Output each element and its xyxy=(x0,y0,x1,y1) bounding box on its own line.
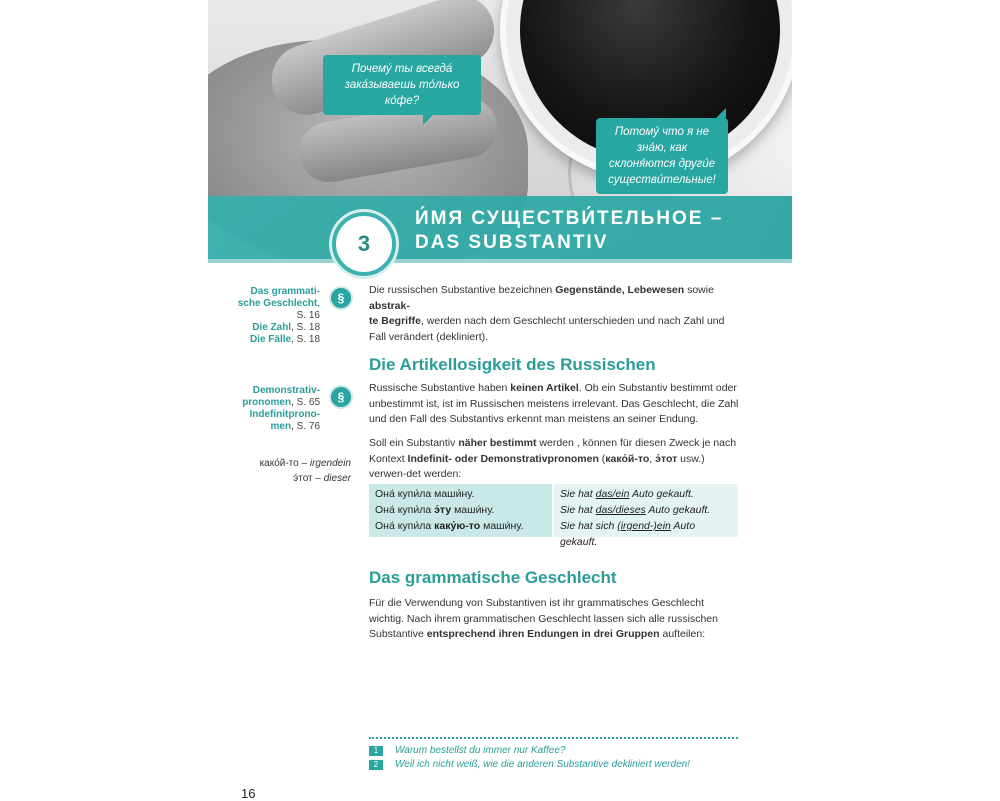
crossref-link[interactable]: Die Zahl xyxy=(252,322,292,333)
underlined-text: das/dieses xyxy=(595,504,646,516)
vocab-german: irgendein xyxy=(309,458,351,469)
bold-text: entsprechend ihren Endungen in drei Gruppen xyxy=(426,628,660,640)
bold-text: э́тот xyxy=(655,452,678,465)
crossref-page: , S. 18 xyxy=(291,322,320,333)
crossref-page: S. 16 xyxy=(296,310,320,321)
crossref-link[interactable]: men xyxy=(270,421,292,432)
text: Russische Substantive haben xyxy=(369,382,511,394)
example-russian-column xyxy=(369,484,552,537)
margin-crossref-note xyxy=(228,385,320,433)
bold-text: keinen Artikel xyxy=(510,382,579,394)
paragraph-icon: § xyxy=(329,286,353,310)
bold-text: näher bestimmt xyxy=(458,437,537,449)
text: Die russischen Substantive bezeichnen xyxy=(369,284,556,296)
chapter-title-german: DAS SUBSTANTIV xyxy=(415,232,609,253)
text: Auto gekauft. xyxy=(560,520,696,548)
section-heading: Die Artikellosigkeit des Russischen xyxy=(369,355,656,374)
crossref-link[interactable]: Das grammati- xyxy=(250,286,320,297)
text: sowie xyxy=(684,284,714,296)
text: Она́ купи́ла xyxy=(375,504,435,516)
page-number: 16 xyxy=(241,786,256,801)
crossref-page: , S. 76 xyxy=(291,421,320,432)
footnote-divider xyxy=(369,737,738,739)
crossref-link[interactable]: Demonstrativ- xyxy=(252,385,320,396)
crossref-page: , xyxy=(317,298,320,309)
crossref-page: , S. 18 xyxy=(291,334,320,345)
text: Она́ купи́ла xyxy=(375,520,435,532)
chapter-number-badge xyxy=(332,212,396,276)
text: Sie hat xyxy=(560,504,596,516)
text: Für die Verwendung von Substantiven ist ihr grammatisches Geschlecht wichtig. Nach ihrem grammatischen Geschlecht lassen sich alle russischen Substantive xyxy=(369,597,718,640)
vocab-russian: э́тот xyxy=(293,473,313,484)
bold-text: э́ту xyxy=(434,504,452,516)
footnote-number: 1 xyxy=(369,746,383,756)
example-german-column xyxy=(552,484,738,548)
margin-vocab-note xyxy=(230,456,351,486)
speech-bubble-text: Потому́ что я не зна́ю, как склоня́ются други́е существи́тельные! xyxy=(608,126,716,186)
text: маши́ну. xyxy=(480,520,524,532)
chapter-title-russian: И́МЯ СУЩЕСТВИ́ТЕЛЬНОЕ – xyxy=(415,208,724,229)
crossref-link[interactable]: Die Fälle xyxy=(249,334,292,345)
footnote-text: Warum bestellst du immer nur Kaffee? xyxy=(395,745,566,756)
text: usw.) verwen-det werden: xyxy=(369,452,705,480)
bold-text: abstrak- xyxy=(369,299,410,312)
example-row xyxy=(375,502,546,518)
footnote-text: Weil ich nicht weiß, wie die anderen Substantive dekliniert werden! xyxy=(395,759,690,770)
example-row xyxy=(375,518,546,534)
text: werden , können für diesen Zweck je nach Kontext xyxy=(369,437,737,465)
bold-text: како́й-то xyxy=(605,452,650,465)
text: Sie hat sich xyxy=(560,520,618,532)
body-paragraph xyxy=(369,381,739,428)
bold-text: Indefinit- oder Demonstrativpronomen xyxy=(407,452,599,465)
footnote-number: 2 xyxy=(369,760,383,770)
bold-text: te Begriffe xyxy=(369,315,421,327)
text: Auto gekauft. xyxy=(629,488,694,500)
crossref-page: , S. 65 xyxy=(291,397,320,408)
text: Она́ купи́ла маши́ну. xyxy=(375,488,475,500)
text: , xyxy=(649,452,656,465)
footnote-translation xyxy=(369,759,690,770)
vocab-german: dieser xyxy=(323,473,351,484)
vocab-dash: – xyxy=(298,458,310,469)
crossref-link[interactable]: sche Geschlecht xyxy=(237,298,318,309)
vocab-dash: – xyxy=(312,473,324,484)
underlined-text: (irgend-)ein xyxy=(617,520,671,532)
speech-bubble-answer xyxy=(596,118,728,194)
margin-crossref-note xyxy=(228,286,320,346)
paragraph-icon: § xyxy=(329,385,353,409)
vocab-russian: како́й-то xyxy=(259,458,299,469)
text: Soll ein Substantiv xyxy=(369,437,459,449)
crossref-link[interactable]: Indefinitprono- xyxy=(249,409,320,420)
text: маши́ну. xyxy=(451,504,495,516)
speech-bubble-text: Почему́ ты всегда́ зака́зываешь то́лько ко́фе? xyxy=(344,63,460,107)
underlined-text: das/ein xyxy=(595,488,630,500)
body-paragraph xyxy=(369,436,739,483)
text: aufteilen: xyxy=(659,628,706,640)
chapter-number: 3 xyxy=(357,231,371,256)
crossref-link[interactable]: pronomen xyxy=(242,397,292,408)
section-heading: Das grammatische Geschlecht xyxy=(369,568,617,587)
example-table xyxy=(369,484,738,548)
example-row xyxy=(560,486,732,502)
example-row xyxy=(560,502,732,518)
body-paragraph xyxy=(369,596,739,643)
text: ( xyxy=(598,452,606,465)
text: Sie hat xyxy=(560,488,596,500)
text: . Ob ein Substantiv bestimmt oder unbestimmt ist, ist im Russischen meistens irrelevant. Das Geschlecht, die Zahl und den Fall des Substantivs erkennt man meistens an seiner Endung. xyxy=(369,382,739,425)
bold-text: Gegenstände, Lebewesen xyxy=(555,284,685,296)
speech-bubble-question xyxy=(323,55,481,115)
text: Auto gekauft. xyxy=(645,504,711,516)
footnote-translation xyxy=(369,745,565,756)
band-divider xyxy=(208,259,792,263)
intro-paragraph xyxy=(369,283,739,345)
example-row xyxy=(560,518,732,550)
example-row xyxy=(375,486,546,502)
text: , werden nach dem Geschlecht unterschieden und nach Zahl und Fall verändert (dekliniert). xyxy=(369,315,725,343)
bold-text: каку́ю-то xyxy=(434,520,481,532)
